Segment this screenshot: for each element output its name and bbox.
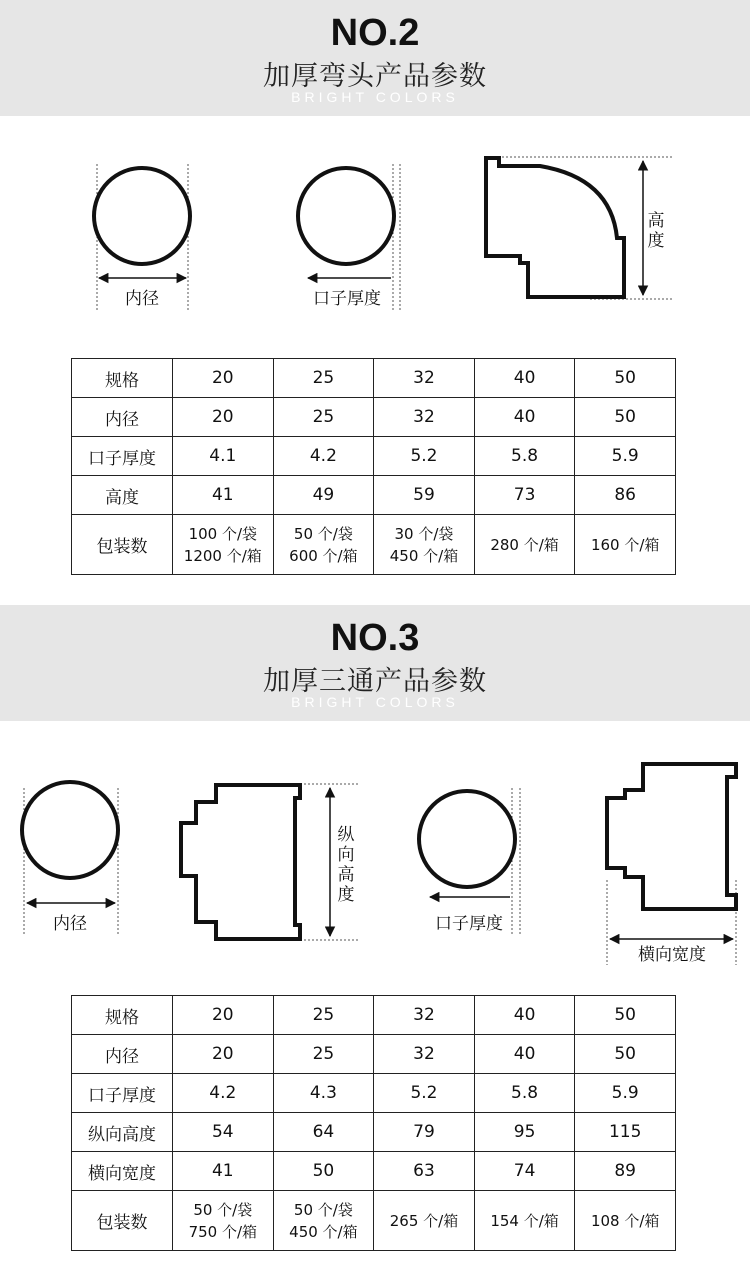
section3-header [0,605,750,721]
elbow-height-label-2: 度 [647,231,665,251]
table-cell: 49 [273,476,374,515]
table-row-packaging [72,1191,676,1251]
table-cell: 32 [374,1035,475,1074]
table-cell: 25 [273,359,374,398]
table-row [72,1152,676,1191]
table-cell: 115 [575,1113,676,1152]
packaging-cell [273,1191,374,1251]
elbow-inner-diameter-figure [94,164,190,312]
table-cell: 41 [173,1152,274,1191]
table-cell: 40 [474,996,575,1035]
section2-title: 加厚弯头产品参数 [263,61,487,92]
row-header: 包装数 [72,515,173,575]
tee-vertical-label-3: 高 [337,865,355,885]
tee-inner-label: 内径 [53,914,87,934]
packaging-line: 600 个/箱 [289,546,358,565]
table-cell: 50 [575,398,676,437]
packaging-line: 450 个/箱 [389,546,459,565]
table-cell: 5.2 [374,437,475,476]
packaging-line: 450 个/箱 [289,1222,358,1241]
section2-diagram [0,140,750,330]
tee-vertical-label-4: 度 [337,885,355,905]
row-header: 纵向高度 [72,1113,173,1152]
packaging-cell [474,1191,575,1251]
table-cell: 25 [273,996,374,1035]
table-cell: 20 [173,398,274,437]
table-row [72,359,676,398]
table-cell: 95 [474,1113,575,1152]
packaging-cell [173,1191,274,1251]
packaging-line: 1200 个/箱 [183,546,262,565]
packaging-line: 750 个/箱 [188,1222,258,1241]
table-cell: 63 [374,1152,475,1191]
table-row [72,1035,676,1074]
section3-subtitle: BRIGHT COLORS [291,694,459,710]
row-header: 内径 [72,1035,173,1074]
packaging-line: 50 个/袋 [193,1200,253,1219]
row-header: 规格 [72,359,173,398]
packaging-line: 50 个/袋 [293,1200,353,1219]
tee-horizontal-label: 横向宽度 [638,945,706,965]
table-cell: 4.1 [173,437,274,476]
tee-vertical-label-2: 向 [337,845,355,865]
packaging-cell [273,515,374,575]
table-row-packaging [72,515,676,575]
row-header: 横向宽度 [72,1152,173,1191]
section3-number: NO.3 [330,617,420,659]
table-cell: 5.9 [575,1074,676,1113]
tee-horizontal-figure [607,764,736,965]
table-cell: 32 [374,359,475,398]
table-cell: 25 [273,1035,374,1074]
table-cell: 50 [575,996,676,1035]
packaging-line: 280 个/箱 [490,535,559,554]
elbow-height-label-1: 高 [647,211,665,231]
table-row [72,398,676,437]
row-header: 高度 [72,476,173,515]
table-cell: 59 [374,476,475,515]
packaging-cell [374,515,475,575]
elbow-outline-figure [486,157,672,299]
packaging-cell [173,515,274,575]
table-cell: 41 [173,476,274,515]
elbow-thickness-figure [298,164,400,312]
table-row [72,437,676,476]
elbow-inner-label: 内径 [125,289,159,309]
table-cell: 64 [273,1113,374,1152]
table-cell: 86 [575,476,676,515]
table-cell: 20 [173,359,274,398]
packaging-cell [374,1191,475,1251]
table-cell: 5.2 [374,1074,475,1113]
packaging-line: 160 个/箱 [590,535,660,554]
packaging-line: 100 个/袋 [188,524,258,543]
table-row [72,1113,676,1152]
table-cell: 32 [374,996,475,1035]
section2-subtitle: BRIGHT COLORS [291,89,459,105]
row-header: 口子厚度 [72,437,173,476]
table-cell: 50 [575,1035,676,1074]
elbow-thickness-label: 口子厚度 [313,289,381,309]
table-cell: 4.2 [273,437,374,476]
table-cell: 5.8 [474,1074,575,1113]
packaging-line: 30 个/袋 [394,524,454,543]
row-header: 内径 [72,398,173,437]
tee-thickness-figure [419,788,520,935]
table-cell: 79 [374,1113,475,1152]
packaging-cell [474,515,575,575]
section2-header [0,0,750,116]
table-cell: 50 [273,1152,374,1191]
tee-inner-diameter-figure [22,782,118,935]
packaging-line: 108 个/箱 [590,1211,660,1230]
table-cell: 89 [575,1152,676,1191]
section2-number: NO.2 [330,12,420,54]
table-cell: 5.9 [575,437,676,476]
table-cell: 50 [575,359,676,398]
table-cell: 25 [273,398,374,437]
table-cell: 20 [173,1035,274,1074]
table-cell: 40 [474,359,575,398]
table-cell: 40 [474,398,575,437]
table-cell: 32 [374,398,475,437]
elbow-spec-table [71,358,676,575]
section3-diagram [0,750,750,970]
packaging-line: 50 个/袋 [293,524,353,543]
table-cell: 20 [173,996,274,1035]
packaging-cell [575,1191,676,1251]
table-cell: 4.3 [273,1074,374,1113]
table-cell: 54 [173,1113,274,1152]
table-cell: 74 [474,1152,575,1191]
tee-vertical-figure [181,784,360,940]
table-row [72,476,676,515]
packaging-line: 154 个/箱 [490,1211,559,1230]
table-row [72,996,676,1035]
table-cell: 40 [474,1035,575,1074]
section3-title: 加厚三通产品参数 [263,666,487,697]
tee-vertical-label-1: 纵 [337,825,355,845]
tee-thickness-label: 口子厚度 [435,914,503,934]
tee-spec-table [71,995,676,1251]
table-cell: 4.2 [173,1074,274,1113]
packaging-cell [575,515,676,575]
table-row [72,1074,676,1113]
table-cell: 73 [474,476,575,515]
packaging-line: 265 个/箱 [389,1211,459,1230]
row-header: 规格 [72,996,173,1035]
row-header: 口子厚度 [72,1074,173,1113]
table-cell: 5.8 [474,437,575,476]
row-header: 包装数 [72,1191,173,1251]
